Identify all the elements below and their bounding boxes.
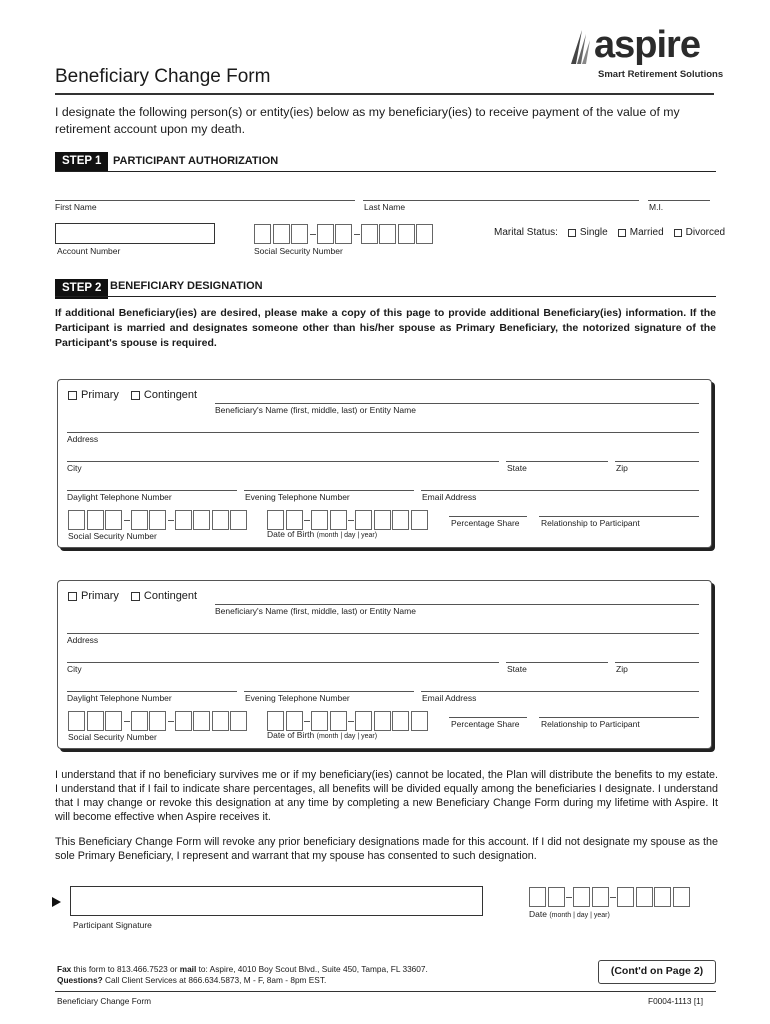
logo-mark-icon — [568, 30, 594, 66]
evening-phone-field[interactable] — [244, 691, 414, 692]
percentage-label: Percentage Share — [451, 518, 520, 528]
checkbox-icon — [618, 229, 626, 237]
beneficiary-panel-2 — [57, 580, 712, 749]
zip-label: Zip — [616, 664, 628, 674]
percentage-field[interactable] — [449, 717, 527, 718]
address-label: Address — [67, 434, 99, 444]
beneficiary-name-label: Beneficiary's Name (first, middle, last) or Entity Name — [215, 405, 416, 415]
marital-status-label: Marital Status: — [494, 227, 558, 238]
beneficiary-ssn-label: Social Security Number — [68, 531, 157, 541]
footer-form-code: F0004-1113 [1] — [648, 996, 704, 1006]
fax-mail-instructions: Fax this form to 813.466.7523 or mail to: Aspire, 4010 Boy Scout Blvd., Suite 450, Tampa, FL 33607. — [57, 964, 428, 974]
step1-divider — [55, 171, 716, 172]
signature-date-boxes[interactable] — [529, 887, 691, 907]
page-title: Beneficiary Change Form — [55, 66, 271, 87]
address-label: Address — [67, 635, 99, 645]
account-number-input[interactable] — [55, 223, 215, 244]
primary-checkbox[interactable]: Primary — [68, 590, 119, 602]
signature-date-label: Date (month | day | year) — [529, 909, 610, 919]
email-label: Email Address — [422, 492, 477, 502]
logo-tagline: Smart Retirement Solutions — [598, 69, 724, 80]
day-phone-field[interactable] — [67, 691, 237, 692]
step1-badge: STEP 1 — [55, 152, 108, 172]
mi-label: M.I. — [649, 202, 664, 212]
contingent-checkbox[interactable]: Contingent — [131, 590, 197, 602]
state-label: State — [507, 664, 527, 674]
day-phone-label: Daylight Telephone Number — [67, 492, 172, 502]
city-field[interactable] — [67, 662, 499, 663]
relationship-label: Relationship to Participant — [541, 719, 640, 729]
state-label: State — [507, 463, 527, 473]
checkbox-icon — [674, 229, 682, 237]
beneficiary-ssn-label: Social Security Number — [68, 732, 157, 742]
additional-beneficiary-warning: If additional Beneficiary(ies) are desired, please make a copy of this page to provide additional Beneficiary(ies) information. If the Participant is married and designates someone other than his/her spouse as Primary Beneficiary, the notorized signature of the Participant's spouse is required. — [55, 307, 716, 349]
marital-single-checkbox[interactable]: Single — [568, 227, 608, 238]
title-divider — [55, 93, 714, 95]
state-field[interactable] — [506, 461, 608, 462]
evening-phone-label: Evening Telephone Number — [245, 492, 350, 502]
relationship-field[interactable] — [539, 717, 699, 718]
logo-wordmark: aspire — [594, 24, 700, 66]
email-field[interactable] — [421, 490, 699, 491]
evening-phone-field[interactable] — [244, 490, 414, 491]
aspire-logo — [568, 24, 724, 82]
dob-boxes[interactable] — [267, 711, 429, 731]
step2-title: BENEFICIARY DESIGNATION — [110, 280, 263, 292]
day-phone-label: Daylight Telephone Number — [67, 693, 172, 703]
footer-form-name: Beneficiary Change Form — [57, 996, 152, 1006]
beneficiary-name-field[interactable] — [215, 403, 699, 404]
questions-contact: Questions? Call Client Services at 866.634.5873, M - F, 8am - 8pm EST. — [57, 975, 327, 985]
participant-ssn-boxes[interactable] — [254, 224, 435, 244]
beneficiary-ssn-boxes[interactable] — [68, 510, 249, 530]
participant-ssn-label: Social Security Number — [254, 246, 343, 256]
participant-signature-input[interactable] — [70, 886, 483, 916]
dob-boxes[interactable] — [267, 510, 429, 530]
disclaimer-paragraph-2: This Beneficiary Change Form will revoke any prior beneficiary designations made for this account. If I did not designate my spouse as the sole Primary Beneficiary, I represent and warrant that my spouse has consented to such designation. — [55, 836, 718, 862]
step2-divider — [55, 296, 716, 297]
footer-divider — [55, 991, 716, 992]
checkbox-icon — [68, 391, 77, 400]
first-name-label: First Name — [55, 202, 97, 212]
contingent-checkbox[interactable]: Contingent — [131, 389, 197, 401]
last-name-label: Last Name — [364, 202, 406, 212]
dob-label: Date of Birth (month | day | year) — [267, 730, 378, 740]
checkbox-icon — [568, 229, 576, 237]
step2-badge: STEP 2 — [55, 279, 108, 299]
checkbox-icon — [68, 592, 77, 601]
city-label: City — [67, 664, 82, 674]
marital-married-checkbox[interactable]: Married — [618, 227, 664, 238]
marital-divorced-checkbox[interactable]: Divorced — [674, 227, 725, 238]
evening-phone-label: Evening Telephone Number — [245, 693, 350, 703]
account-number-label: Account Number — [57, 246, 121, 256]
address-field[interactable] — [67, 633, 699, 634]
checkbox-icon — [131, 391, 140, 400]
dob-label: Date of Birth (month | day | year) — [267, 529, 378, 539]
disclaimer-paragraph-1: I understand that if no beneficiary survives me or if my beneficiary(ies) cannot be located, the Plan will distribute the benefits to my estate. I understand that if I fail to indicate share percentages, all benefits will be divided equally among the beneficiaries I designate. I understand that I may change or revoke this designation at any time by completing a new Beneficiary Change Form during my lifetime with Aspire. It will become effective when Aspire receives it. — [55, 769, 718, 823]
address-field[interactable] — [67, 432, 699, 433]
state-field[interactable] — [506, 662, 608, 663]
relationship-field[interactable] — [539, 516, 699, 517]
checkbox-icon — [131, 592, 140, 601]
zip-field[interactable] — [615, 662, 699, 663]
continued-notice: (Cont'd on Page 2) — [598, 960, 716, 984]
city-field[interactable] — [67, 461, 499, 462]
city-label: City — [67, 463, 82, 473]
participant-signature-label: Participant Signature — [73, 920, 152, 930]
first-name-field[interactable] — [55, 200, 355, 201]
last-name-field[interactable] — [363, 200, 639, 201]
primary-checkbox[interactable]: Primary — [68, 389, 119, 401]
beneficiary-panel-1 — [57, 379, 712, 548]
email-label: Email Address — [422, 693, 477, 703]
percentage-label: Percentage Share — [451, 719, 520, 729]
email-field[interactable] — [421, 691, 699, 692]
zip-label: Zip — [616, 463, 628, 473]
beneficiary-name-label: Beneficiary's Name (first, middle, last) or Entity Name — [215, 606, 416, 616]
intro-text: I designate the following person(s) or entity(ies) below as my beneficiary(ies) to receive payment of the value of my retirement account upon my death. — [55, 105, 680, 136]
day-phone-field[interactable] — [67, 490, 237, 491]
beneficiary-ssn-boxes[interactable] — [68, 711, 249, 731]
percentage-field[interactable] — [449, 516, 527, 517]
zip-field[interactable] — [615, 461, 699, 462]
beneficiary-name-field[interactable] — [215, 604, 699, 605]
sign-here-arrow-icon — [52, 897, 61, 907]
marital-status-group — [494, 227, 725, 238]
step1-title: PARTICIPANT AUTHORIZATION — [113, 155, 279, 167]
mi-field[interactable] — [648, 200, 710, 201]
relationship-label: Relationship to Participant — [541, 518, 640, 528]
